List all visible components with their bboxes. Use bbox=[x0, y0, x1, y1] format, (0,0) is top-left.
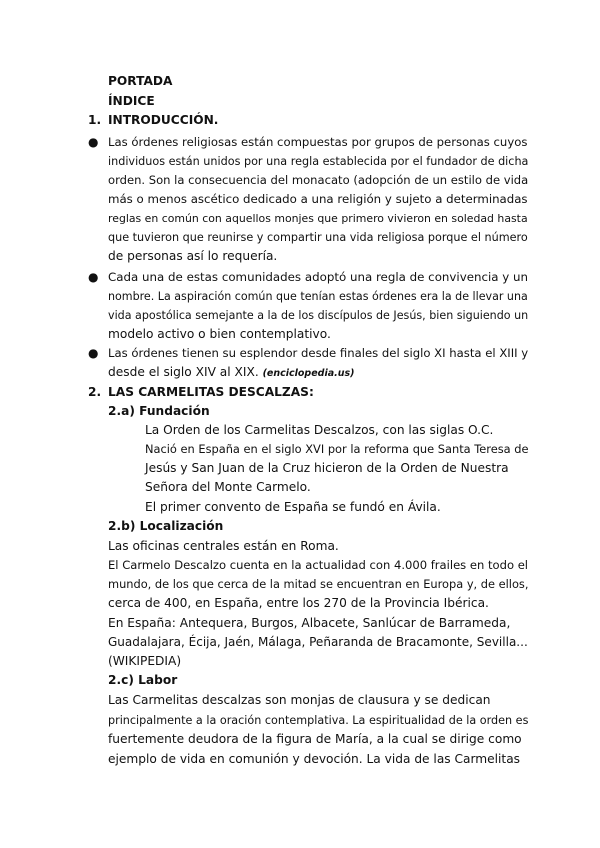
paragraph-line: (WIKIPEDIA) bbox=[108, 654, 182, 668]
section-number: 2. bbox=[88, 385, 102, 399]
paragraph-line: Las Carmelitas descalzas son monjas de clausura y se dedican bbox=[108, 693, 491, 707]
paragraph-line bbox=[108, 363, 355, 383]
bullet-icon: ● bbox=[88, 135, 99, 149]
paragraph-line: orden. Son la consecuencia del monacato (adopción de un estilo de vida bbox=[108, 173, 529, 187]
paragraph-line: nombre. La aspiración común que tenían estas órdenes era la de llevar una bbox=[108, 290, 528, 303]
paragraph-line: Guadalajara, Écija, Jaén, Málaga, Peñaranda de Bracamonte, Sevilla... bbox=[108, 635, 528, 649]
paragraph-line: Jesús y San Juan de la Cruz hicieron de la Orden de Nuestra bbox=[145, 461, 509, 475]
paragraph-line: principalmente a la oración contemplativa. La espiritualidad de la orden es bbox=[108, 714, 529, 727]
section-title: LAS CARMELITAS DESCALZAS: bbox=[108, 385, 314, 399]
source-citation: (enciclopedia.us) bbox=[262, 368, 355, 379]
paragraph-line: El primer convento de España se fundó en Ávila. bbox=[145, 500, 441, 514]
paragraph-line: Señora del Monte Carmelo. bbox=[145, 480, 311, 494]
section-title: INTRODUCCIÓN. bbox=[108, 113, 219, 127]
subsection-title: 2.b) Localización bbox=[108, 519, 224, 533]
paragraph-line: Nació en España en el siglo XVI por la reforma que Santa Teresa de bbox=[145, 442, 529, 456]
paragraph-line: ejemplo de vida en comunión y devoción. La vida de las Carmelitas bbox=[108, 752, 521, 766]
paragraph-line: vida apostólica semejante a la de los discípulos de Jesús, bien siguiendo un bbox=[108, 309, 529, 322]
paragraph-line: más o menos ascético dedicado a una religión y sujeto a determinadas bbox=[108, 192, 528, 206]
paragraph-line: individuos están unidos por una regla establecida por el fundador de dicha bbox=[108, 155, 529, 168]
portada-heading: PORTADA bbox=[108, 74, 173, 88]
paragraph-line: que tuvieron que reunirse y compartir una vida religiosa porque el número bbox=[108, 231, 528, 244]
subsection-title: 2.c) Labor bbox=[108, 673, 178, 687]
paragraph-line: Las oficinas centrales están en Roma. bbox=[108, 539, 339, 553]
paragraph-line: Las órdenes tienen su esplendor desde finales del siglo XI hasta el XIII y bbox=[108, 346, 529, 360]
paragraph-line: modelo activo o bien contemplativo. bbox=[108, 327, 331, 341]
paragraph-line: El Carmelo Descalzo cuenta en la actualidad con 4.000 frailes en todo el bbox=[108, 558, 529, 572]
paragraph-line: reglas en común con aquellos monjes que primero vivieron en soledad hasta bbox=[108, 212, 528, 225]
paragraph-text: desde el siglo XIV al XIX. bbox=[108, 365, 259, 379]
paragraph-line: La Orden de los Carmelitas Descalzos, con las siglas O.C. bbox=[145, 423, 494, 437]
paragraph-line: de personas así lo requería. bbox=[108, 249, 278, 263]
paragraph-line: fuertemente deudora de la figura de María, a la cual se dirige como bbox=[108, 732, 522, 746]
bullet-icon: ● bbox=[88, 270, 99, 284]
indice-heading: ÍNDICE bbox=[108, 94, 155, 108]
paragraph-line: cerca de 400, en España, entre los 270 de la Provincia Ibérica. bbox=[108, 596, 489, 610]
paragraph-line: mundo, de los que cerca de la mitad se encuentran en Europa y, de ellos, bbox=[108, 577, 529, 591]
paragraph-line: En España: Antequera, Burgos, Albacete, Sanlúcar de Barrameda, bbox=[108, 616, 511, 630]
paragraph-line: Cada una de estas comunidades adoptó una regla de convivencia y un bbox=[108, 270, 529, 284]
section-number: 1. bbox=[88, 113, 102, 127]
paragraph-line: Las órdenes religiosas están compuestas por grupos de personas cuyos bbox=[108, 135, 528, 149]
subsection-title: 2.a) Fundación bbox=[108, 404, 210, 418]
bullet-icon: ● bbox=[88, 346, 99, 360]
